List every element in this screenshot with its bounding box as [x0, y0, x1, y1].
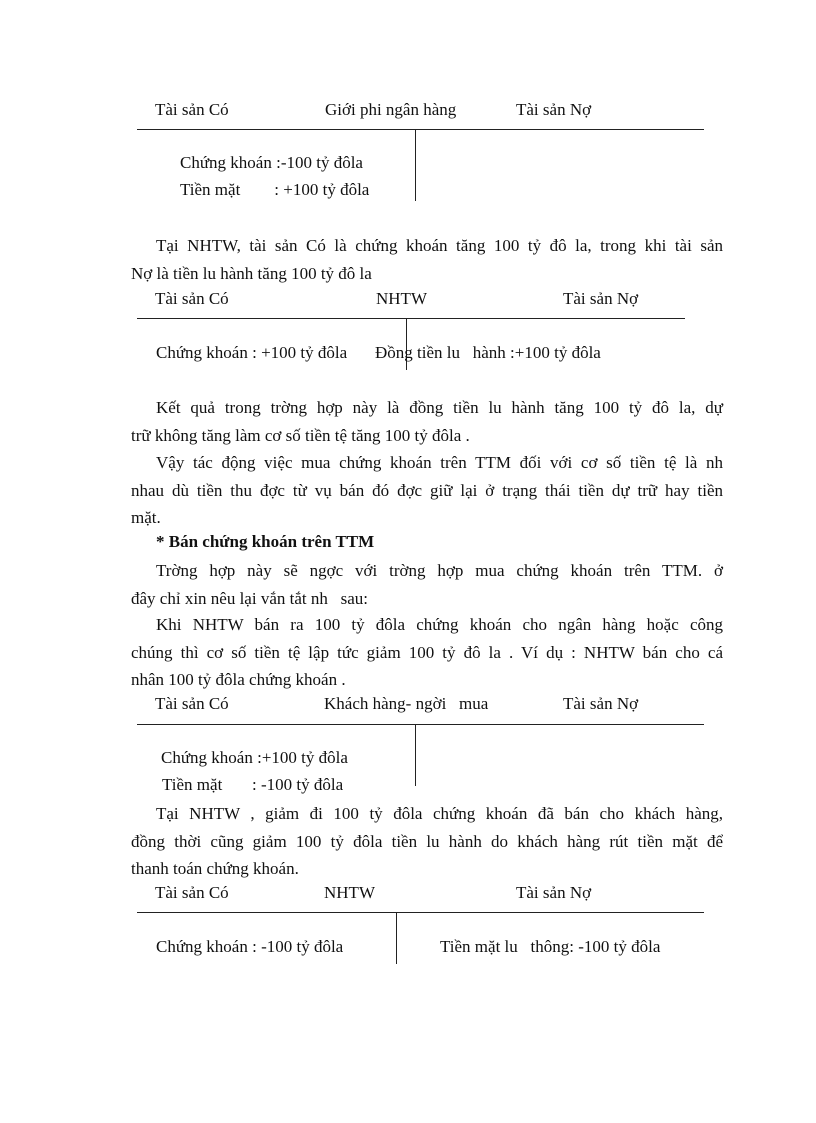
paragraph-line: Tại NHTW, tài sản Có là chứng khoán tăng 100 tỷ đô la, trong khi tài sản	[156, 236, 723, 255]
t3-col-liabilities: Tài sản Nợ	[563, 694, 639, 713]
t1-entity: Giới phi ngân hàng	[325, 100, 457, 119]
t3-vline	[415, 724, 416, 786]
paragraph-2	[131, 394, 723, 449]
t4-hline	[137, 912, 704, 913]
t2-hline	[137, 318, 685, 319]
t4-liability-cash: Tiền mặt lu thông: -100 tỷ đôla	[440, 937, 661, 956]
paragraph-line: thanh toán chứng khoán.	[131, 859, 299, 878]
paragraph-line: mặt.	[131, 508, 161, 527]
t4-vline	[396, 912, 397, 964]
t1-hline	[137, 129, 704, 130]
section-heading: * Bán chứng khoán trên TTM	[156, 532, 375, 551]
paragraph-6	[131, 800, 723, 883]
t1-asset-securities: Chứng khoán :-100 tỷ đôla	[180, 153, 363, 172]
t4-col-assets: Tài sản Có	[155, 883, 229, 902]
t2-asset-securities: Chứng khoán : +100 tỷ đôla	[156, 343, 348, 362]
t4-asset-securities: Chứng khoán : -100 tỷ đôla	[156, 937, 344, 956]
t2-col-liabilities: Tài sản Nợ	[563, 289, 639, 308]
paragraph-line: đây chỉ xin nêu lại vắn tắt nh sau:	[131, 588, 368, 608]
paragraph-line: Tại NHTW , giảm đi 100 tỷ đôla chứng khoán đã bán cho khách hàng,	[156, 804, 723, 823]
paragraph-line: Trờng hợp này sẽ ngợc với trờng hợp mua chứng khoán trên TTM. ở	[156, 561, 723, 580]
paragraph-line: nhau dù tiền thu đợc từ vụ bán đó đợc giữ lại ở trạng thái tiền dự trữ hay tiền	[131, 480, 723, 500]
paragraph-line: nhân 100 tỷ đôla chứng khoán .	[131, 670, 346, 689]
t3-asset-securities: Chứng khoán :+100 tỷ đôla	[161, 748, 348, 767]
t1-vline	[415, 129, 416, 201]
paragraph-3	[131, 449, 723, 532]
t3-col-assets: Tài sản Có	[155, 694, 229, 713]
paragraph-line: Khi NHTW bán ra 100 tỷ đôla chứng khoán cho ngân hàng hoặc công	[156, 615, 723, 634]
t3-hline	[137, 724, 704, 725]
paragraph-4	[131, 557, 723, 612]
t4-entity: NHTW	[324, 883, 375, 902]
paragraph-line: trữ không tăng làm cơ số tiền tệ tăng 100 tỷ đôla .	[131, 425, 470, 445]
t4-col-liabilities: Tài sản Nợ	[516, 883, 592, 902]
t1-asset-cash: Tiền mặt : +100 tỷ đôla	[180, 180, 370, 199]
paragraph-1	[131, 232, 723, 287]
t2-col-assets: Tài sản Có	[155, 289, 229, 308]
t3-entity: Khách hàng- ngời mua	[324, 694, 489, 713]
paragraph-line: chúng thì cơ số tiền tệ lập tức giảm 100 tỷ đô la . Ví dụ : NHTW bán cho cá	[131, 642, 723, 662]
t2-liability-currency: Đồng tiền lu hành :+100 tỷ đôla	[375, 343, 601, 362]
paragraph-line: đồng thời cũng giảm 100 tỷ đôla tiền lu hành do khách hàng rút tiền mặt để	[131, 831, 723, 851]
paragraph-line: Vậy tác động việc mua chứng khoán trên TTM đối với cơ số tiền tệ là nh	[156, 453, 723, 472]
t1-col-assets: Tài sản Có	[155, 100, 229, 119]
paragraph-line: Nợ là tiền lu hành tăng 100 tỷ đô la	[131, 263, 372, 283]
t3-asset-cash: Tiền mặt : -100 tỷ đôla	[162, 775, 344, 794]
paragraph-5	[131, 611, 723, 694]
t2-entity: NHTW	[376, 289, 427, 308]
t1-col-liabilities: Tài sản Nợ	[516, 100, 592, 119]
paragraph-line: Kết quả trong trờng hợp này là đồng tiền lu hành tăng 100 tỷ đô la, dự	[156, 398, 723, 417]
